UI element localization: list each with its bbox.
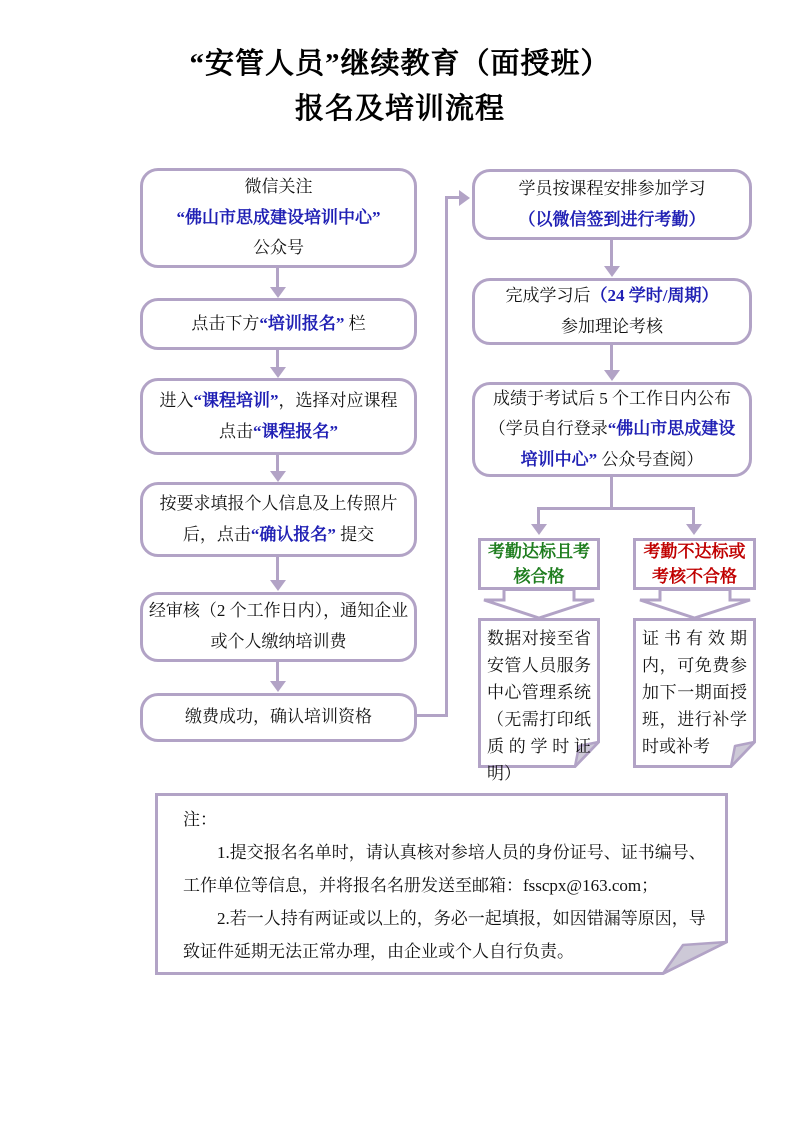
- step-course-signup: [140, 378, 417, 455]
- arrow-down-icon: [537, 507, 540, 524]
- arrow-right-icon: [459, 190, 470, 206]
- text: 完成学习后: [505, 285, 591, 305]
- step-fill-info-submit: [140, 482, 417, 557]
- arrow-down-icon: [692, 507, 695, 524]
- step-text: [506, 281, 719, 312]
- result-data-sync-box: [478, 618, 600, 783]
- note-item-2: 2.若一人持有两证或以上的，务必一起填报，如因错漏等原因，导致证件延期无法正常办理，由企业或个人自行负责。: [183, 909, 706, 961]
- step-review-pay-notice: [140, 592, 417, 662]
- text-highlight: “培训报名”: [259, 313, 345, 333]
- text: 进入: [159, 390, 194, 410]
- result-fail-text: 证书有效期内，可免费参加下一期面授班，进行补学时或补考: [642, 629, 747, 756]
- branch-fail-box: [633, 538, 756, 590]
- text-highlight: “课程报名”: [253, 421, 338, 441]
- text: （学员自行登录: [488, 419, 608, 439]
- text: 或个人缴纳培训费: [210, 632, 347, 651]
- step-text: [493, 384, 731, 414]
- branch-fail-label: 考勤不达标或考核不合格: [643, 541, 746, 586]
- step-text: [183, 520, 374, 551]
- text: 点击下方: [191, 313, 260, 333]
- step-attend-class: [472, 169, 752, 240]
- step-wechat-follow: [140, 168, 417, 268]
- result-pass-text: 数据对接至省安管人员服务中心管理系统（无需打印纸质的学时证明）: [487, 629, 591, 783]
- step-text: [191, 309, 365, 340]
- page-title-line2: 报名及培训流程: [294, 93, 505, 125]
- step-text: [211, 627, 347, 658]
- text: 公众号: [253, 238, 304, 258]
- step-text: [149, 596, 408, 627]
- text-highlight: “课程培训”: [193, 390, 279, 410]
- text: 学员按课程安排参加学习: [518, 178, 706, 198]
- connector-segment: [610, 477, 613, 510]
- note-heading: 注：: [183, 810, 217, 829]
- connector-segment: [417, 714, 448, 717]
- text: 公众号查阅）: [597, 449, 704, 469]
- page-title: [0, 42, 800, 132]
- block-arrow-down-icon: [478, 588, 600, 620]
- step-text: [219, 417, 338, 448]
- text: 后，点击: [182, 524, 251, 544]
- branch-pass-label: 考勤达标且考核合格: [488, 541, 590, 586]
- arrow-down-icon: [610, 240, 613, 266]
- note-text: [183, 803, 713, 968]
- arrow-down-icon: [276, 557, 279, 580]
- step-results-publish: [472, 382, 752, 477]
- step-text: [177, 203, 381, 234]
- text-highlight: 培训中心”: [520, 449, 598, 469]
- branch-pass-box: [478, 538, 600, 590]
- text: 缴费成功，确认培训资格: [185, 707, 372, 727]
- text: 按要求填报个人信息及上传照片: [159, 493, 398, 513]
- step-text: [521, 445, 704, 475]
- text: 栏: [344, 313, 366, 333]
- result-retake-box: [633, 618, 756, 768]
- page-title-line1: “安管人员”继续教育（面授班）: [189, 48, 611, 80]
- step-text: [489, 414, 736, 444]
- arrow-down-icon: [610, 345, 613, 370]
- step-text: [561, 312, 663, 343]
- text-highlight: （以微信签到进行考勤）: [518, 209, 706, 229]
- step-text: [185, 702, 372, 733]
- text: 提交: [335, 524, 375, 544]
- step-theory-assessment: [472, 278, 752, 345]
- text-highlight: “确认报名”: [250, 524, 336, 544]
- connector-segment: [537, 507, 695, 510]
- text-highlight: “佛山市思成建设: [607, 419, 736, 439]
- text: 参加理论考核: [561, 316, 663, 336]
- text: 点击: [219, 421, 253, 441]
- step-text: [253, 233, 304, 264]
- text: 经审核（2 个工作日内），通知企业: [148, 601, 409, 621]
- text-highlight: （24 学时/周期）: [590, 285, 719, 305]
- arrow-down-icon: [276, 268, 279, 287]
- note-item-1: 1.提交报名名单时，请认真核对参培人员的身份证号、证书编号、工作单位等信息，并将报名名册发送至邮箱：fsscpx@163.com；: [183, 843, 706, 895]
- step-text: [245, 172, 313, 203]
- step-text: [519, 174, 706, 205]
- step-click-signup-tab: [140, 298, 417, 350]
- block-arrow-down-icon: [633, 588, 756, 620]
- step-text: [519, 205, 706, 236]
- arrow-down-icon: [276, 350, 279, 367]
- text: 微信关注: [244, 176, 313, 196]
- text-highlight: “佛山市思成建设培训中心”: [176, 207, 381, 227]
- connector-segment: [445, 196, 448, 717]
- text: ，选择对应课程: [278, 390, 398, 410]
- arrow-down-icon: [276, 662, 279, 681]
- step-text: [160, 386, 398, 417]
- text: 成绩于考试后 5 个工作日内公布: [493, 389, 731, 409]
- step-payment-confirm: [140, 693, 417, 742]
- arrow-down-icon: [276, 455, 279, 471]
- step-text: [160, 489, 398, 520]
